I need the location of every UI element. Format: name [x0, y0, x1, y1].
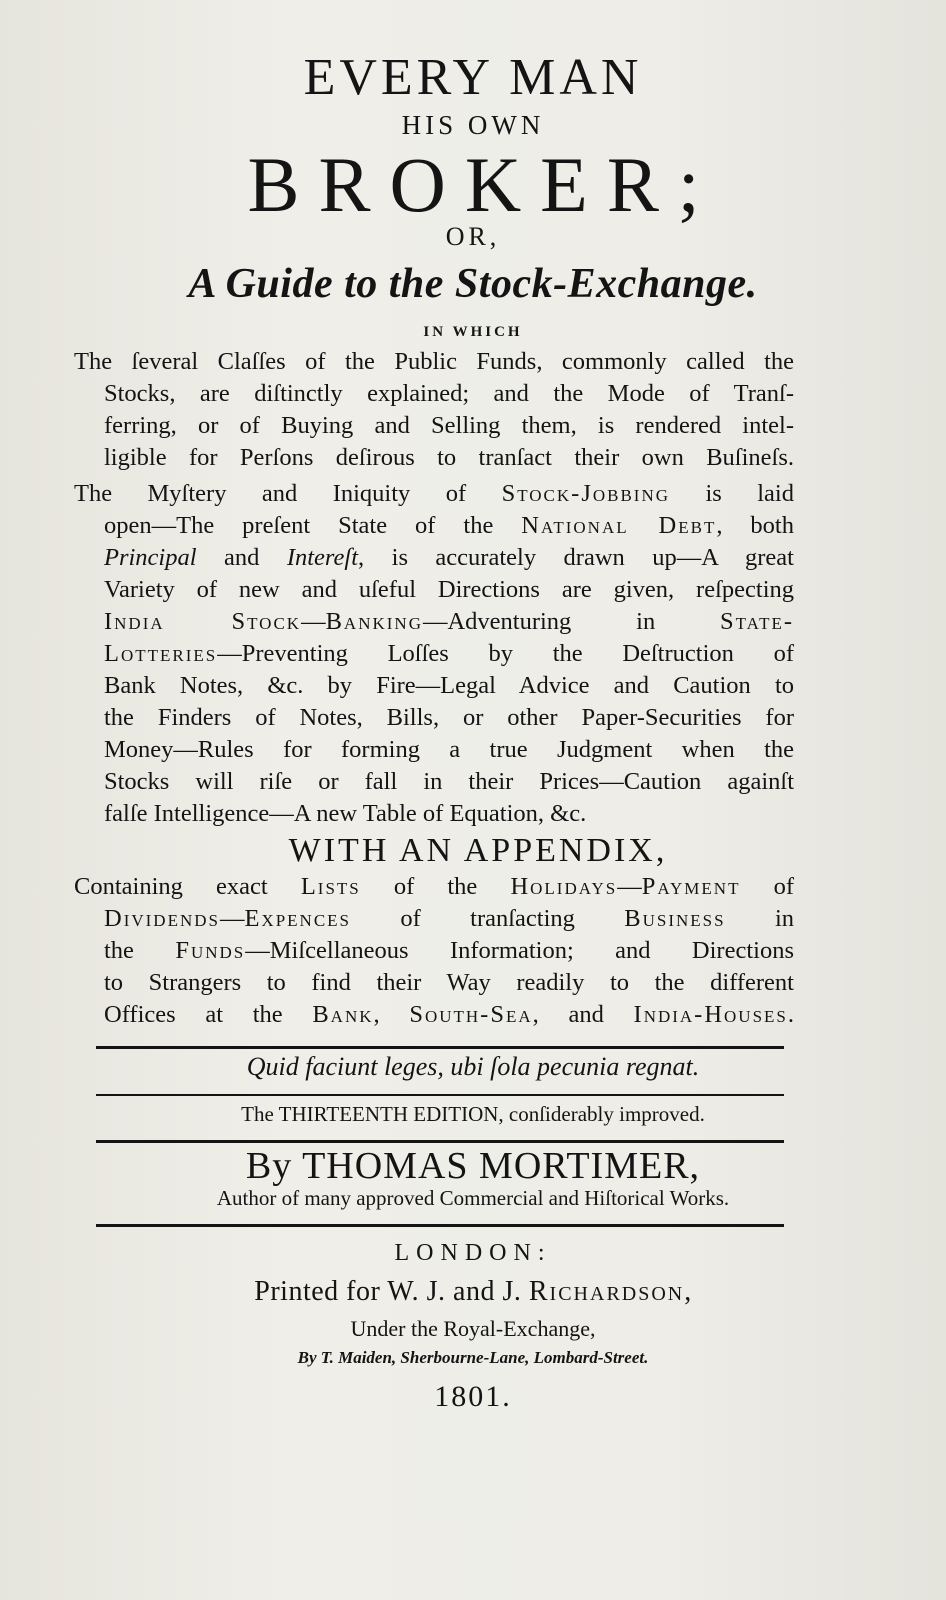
imprint-printer: By T. Maiden, Sherbourne-Lane, Lombard-Street. [297, 1348, 649, 1367]
text-line: open—The preſent State of the National Debt, both [104, 512, 794, 539]
text-line: ligible for Perſons deſirous to tranſact their own Buſineſs. [104, 444, 794, 471]
text-line: to Strangers to find their Way readily to the different [104, 969, 794, 996]
in-which-label: IN WHICH [423, 324, 523, 340]
text-line: the Funds—Miſcellaneous Information; and Directions [104, 937, 794, 964]
text-line: Stocks, are diſtinctly explained; and the Mode of Tranſ- [104, 380, 794, 407]
text-line: falſe Intelligence—A new Table of Equation, &c. [104, 800, 587, 827]
imprint-city: LONDON: [394, 1240, 552, 1266]
text-line: The ſeveral Claſſes of the Public Funds, commonly called the [74, 348, 794, 375]
text-line: Containing exact Lists of the Holidays—Payment of [74, 873, 794, 900]
text-line: India Stock—Banking—Adventuring in State- [104, 608, 794, 635]
title-line-every-man: EVERY MAN [303, 49, 643, 106]
text-line: ferring, or of Buying and Selling them, is rendered intel- [104, 412, 794, 439]
author-name: By THOMAS MORTIMER, [245, 1145, 701, 1187]
text-line: Principal and Intereſt, is accurately drawn up—A great [104, 544, 794, 571]
text-line: Bank Notes, &c. by Fire—Legal Advice and Caution to [104, 672, 794, 699]
imprint-publisher: Printed for W. J. and J. Richardson, [254, 1276, 692, 1307]
imprint-address: Under the Royal-Exchange, [350, 1316, 596, 1341]
divider-rule [96, 1224, 784, 1227]
title-line-or: OR, [445, 222, 501, 251]
divider-rule [96, 1094, 784, 1096]
text-line: the Finders of Notes, Bills, or other Paper-Securities for [104, 704, 794, 731]
text-line: Variety of new and uſeful Directions are given, reſpecting [104, 576, 794, 603]
paragraph-stock-jobbing [74, 478, 794, 830]
paragraph-funds [74, 346, 794, 474]
edition-statement: The THIRTEENTH EDITION, conſiderably improved. [241, 1102, 705, 1126]
text-line: Dividends—Expences of tranſacting Business in [104, 905, 794, 932]
text-line: Lotteries—Preventing Loſſes by the Deſtruction of [104, 640, 794, 667]
title-line-broker: BROKER; [247, 141, 719, 228]
author-description: Author of many approved Commercial and Hiſtorical Works. [216, 1186, 730, 1210]
imprint-year: 1801. [434, 1380, 512, 1413]
text-line: Offices at the Bank, South-Sea, and India-Houses. [104, 1001, 795, 1028]
paragraph-appendix [74, 871, 794, 1031]
text-line: The Myſtery and Iniquity of Stock-Jobbing is laid [74, 480, 794, 507]
divider-rule [96, 1046, 784, 1049]
subtitle: A Guide to the Stock-Exchange. [188, 261, 758, 307]
appendix-heading: WITH AN APPENDIX, [288, 832, 668, 869]
divider-rule [96, 1140, 784, 1143]
latin-motto: Quid faciunt leges, ubi ſola pecunia regnat. [246, 1052, 700, 1081]
title-line-his-own: HIS OWN [401, 110, 545, 140]
text-line: Stocks will riſe or fall in their Prices—Caution againſt [104, 768, 794, 795]
text-line: Money—Rules for forming a true Judgment when the [104, 736, 794, 763]
